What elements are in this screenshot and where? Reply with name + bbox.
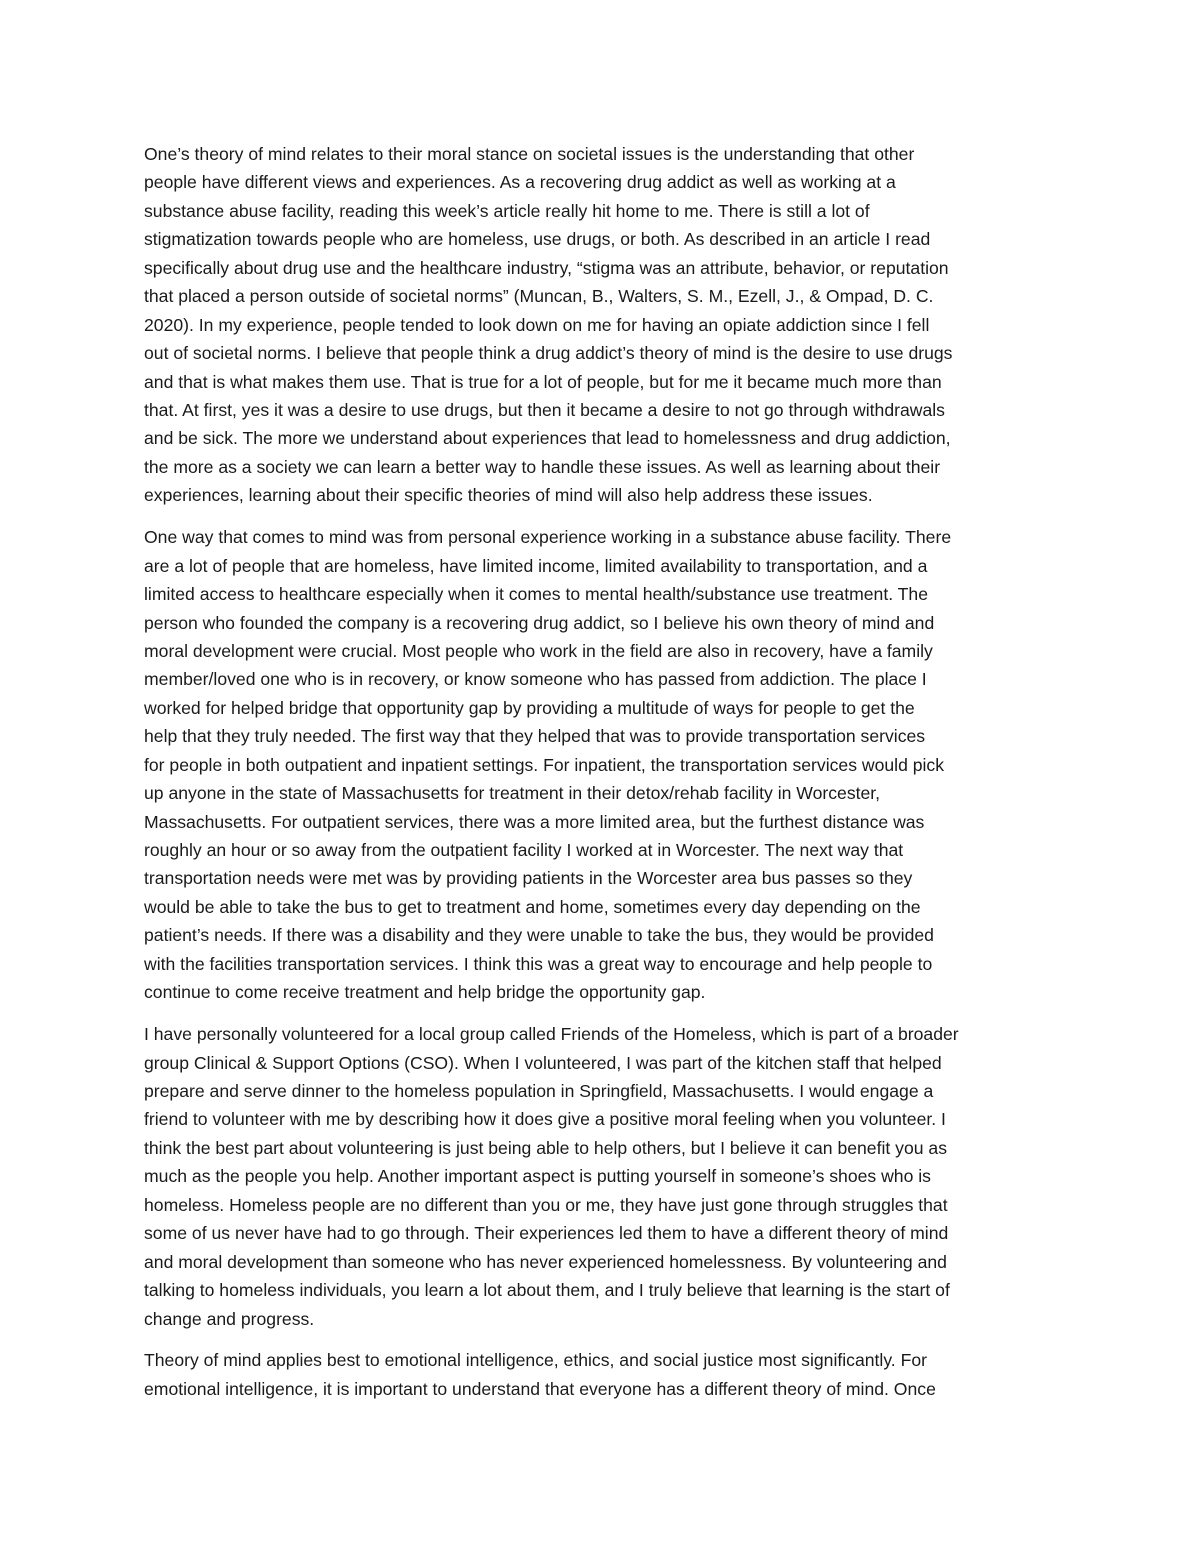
text-line: some of us never have had to go through. Their experiences led them to have a different theory of mind [144, 1223, 949, 1244]
text-line: homeless. Homeless people are no different than you or me, they have just gone through struggles that [144, 1194, 948, 1215]
text-line: continue to come receive treatment and help bridge the opportunity gap. [144, 982, 706, 1003]
text-line: limited access to healthcare especially when it comes to mental health/substance use treatment. The [144, 584, 928, 605]
text-line: moral development were crucial. Most people who work in the field are also in recovery, have a family [144, 640, 933, 661]
text-line: transportation needs were met was by providing patients in the Worcester area bus passes so they [144, 868, 913, 889]
text-line: roughly an hour or so away from the outpatient facility I worked at in Worcester. The next way that [144, 840, 904, 860]
text-line: people have different views and experiences. As a recovering drug addict as well as working at a [144, 172, 896, 193]
text-line: out of societal norms. I believe that people think a drug addict’s theory of mind is the desire to use drugs [144, 343, 953, 364]
text-line: much as the people you help. Another important aspect is putting yourself in someone’s shoes who is [144, 1166, 931, 1187]
text-line: friend to volunteer with me by describing how it does give a positive moral feeling when you volunteer. I [144, 1109, 946, 1130]
text-line: member/loved one who is in recovery, or know someone who has passed from addiction. The place I [144, 669, 927, 690]
text-line: Theory of mind applies best to emotional intelligence, ethics, and social justice most significantly. For [144, 1350, 927, 1371]
text-line: that. At first, yes it was a desire to use drugs, but then it became a desire to not go through withdrawals [144, 399, 945, 420]
text-line: are a lot of people that are homeless, have limited income, limited availability to transportation, and a [144, 555, 928, 576]
document-body [144, 140, 1064, 1417]
text-line: Massachusetts. For outpatient services, there was a more limited area, but the furthest distance was [144, 811, 925, 832]
text-line: patient’s needs. If there was a disability and they were unable to take the bus, they would be provided [144, 925, 934, 946]
text-line: help that they truly needed. The first way that they helped that was to provide transportation services [144, 726, 926, 747]
text-line: think the best part about volunteering is just being able to help others, but I believe it can benefit you as [144, 1137, 947, 1158]
text-line: One’s theory of mind relates to their moral stance on societal issues is the understanding that other [144, 144, 915, 164]
paragraph-3 [144, 1020, 1064, 1333]
text-line: group Clinical & Support Options (CSO). When I volunteered, I was part of the kitchen staff that helped [144, 1052, 942, 1073]
text-line: experiences, learning about their specific theories of mind will also help address these issues. [144, 485, 873, 506]
text-line: that placed a person outside of societal norms” (Muncan, B., Walters, S. M., Ezell, J., & Ompad, D. C. [144, 286, 934, 307]
text-line: worked for helped bridge that opportunity gap by providing a multitude of ways for people to get the [144, 697, 915, 718]
text-line: prepare and serve dinner to the homeless population in Springfield, Massachusetts. I would engage a [144, 1081, 934, 1101]
text-line: I have personally volunteered for a local group called Friends of the Homeless, which is part of a broader [144, 1024, 959, 1045]
text-line: and moral development than someone who has never experienced homelessness. By volunteering and [144, 1251, 947, 1272]
text-line: 2020). In my experience, people tended to look down on me for having an opiate addiction since I fell [144, 314, 930, 335]
text-line: emotional intelligence, it is important to understand that everyone has a different theory of mind. Once [144, 1378, 936, 1399]
paragraph-4 [144, 1346, 1064, 1403]
text-line: stigmatization towards people who are homeless, use drugs, or both. As described in an article I read [144, 229, 931, 250]
paragraph-2 [144, 523, 1064, 1006]
text-line: the more as a society we can learn a better way to handle these issues. As well as learning about their [144, 456, 941, 477]
text-line: and that is what makes them use. That is true for a lot of people, but for me it became much more than [144, 371, 942, 392]
text-line: and be sick. The more we understand about experiences that lead to homelessness and drug addiction, [144, 428, 951, 449]
text-line: substance abuse facility, reading this week’s article really hit home to me. There is still a lot of [144, 200, 870, 221]
text-line: change and progress. [144, 1308, 315, 1329]
text-line: person who founded the company is a recovering drug addict, so I believe his own theory of mind and [144, 612, 935, 633]
text-line: up anyone in the state of Massachusetts for treatment in their detox/rehab facility in Worcester, [144, 783, 881, 804]
text-line: talking to homeless individuals, you learn a lot about them, and I truly believe that learning is the start of [144, 1280, 950, 1301]
text-line: would be able to take the bus to get to treatment and home, sometimes every day depending on the [144, 896, 921, 917]
text-line: specifically about drug use and the healthcare industry, “stigma was an attribute, behavior, or reputation [144, 257, 949, 278]
paragraph-1 [144, 140, 1064, 510]
text-line: One way that comes to mind was from personal experience working in a substance abuse facility. There [144, 527, 952, 548]
text-line: with the facilities transportation services. I think this was a great way to encourage and help people to [144, 953, 933, 974]
text-line: for people in both outpatient and inpatient settings. For inpatient, the transportation services would pick [144, 754, 945, 775]
